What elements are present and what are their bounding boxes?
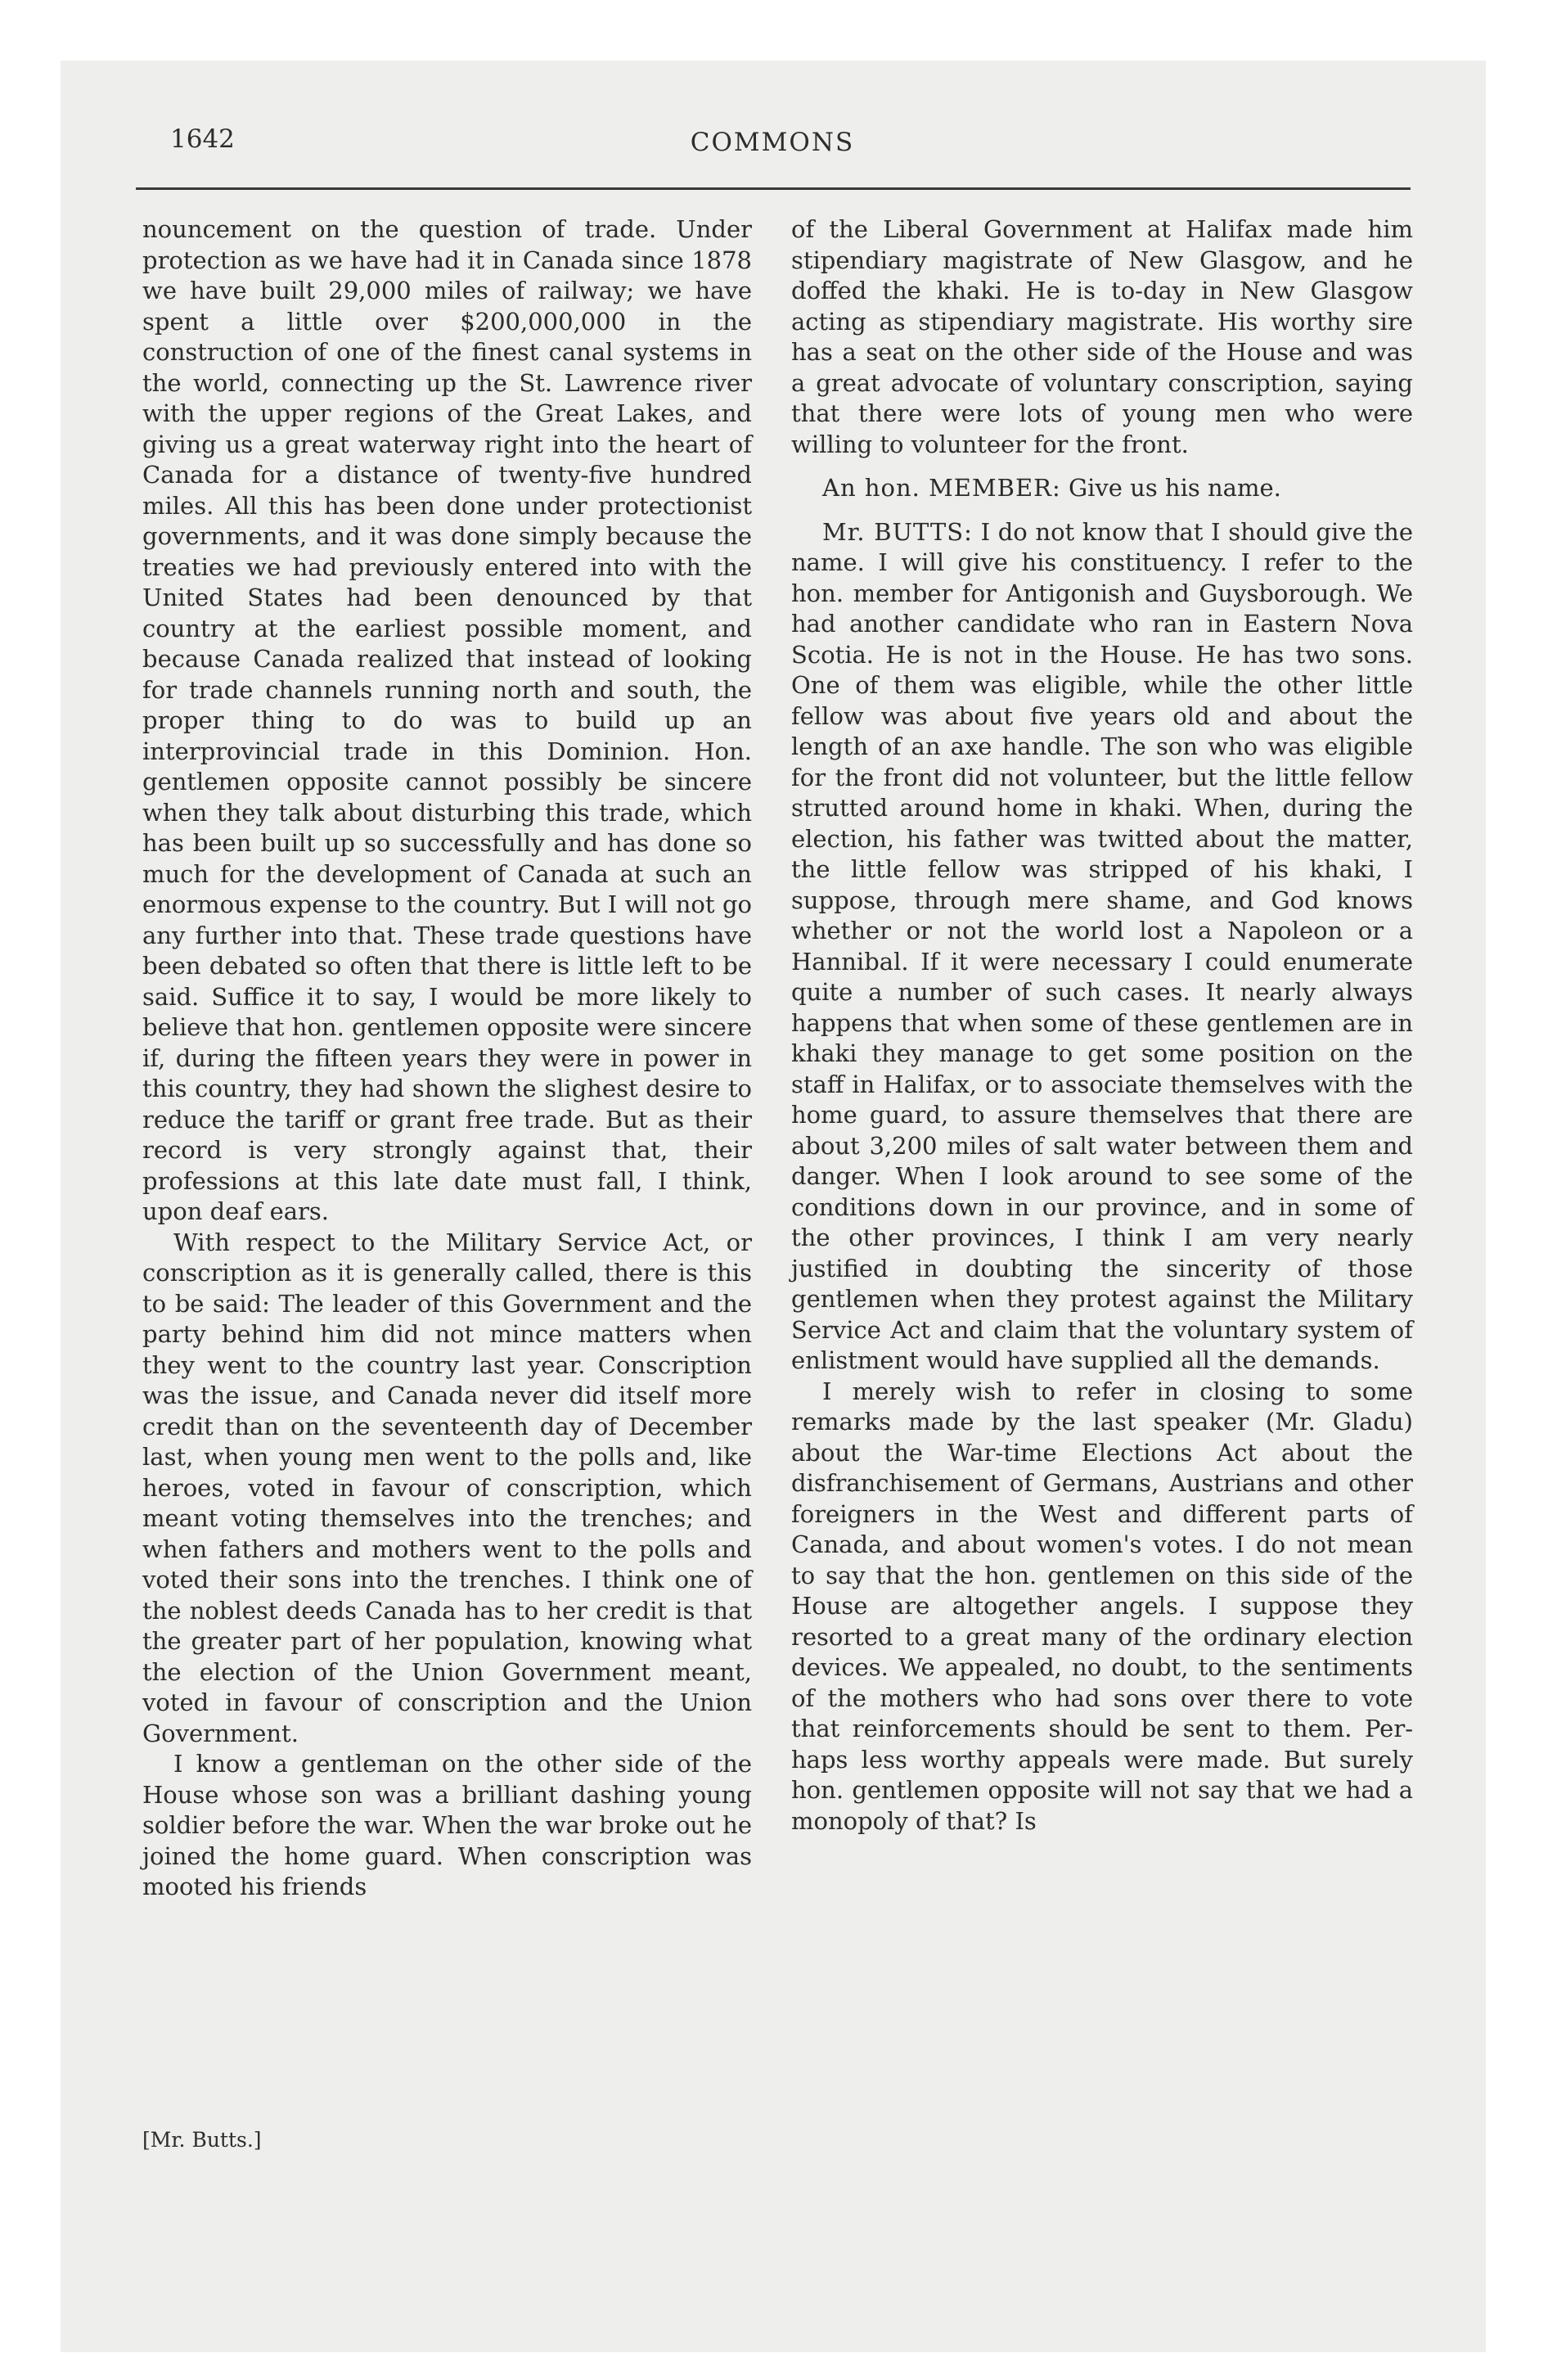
right-paragraph-1: of the Liberal Government at Halifax made him stipendiary magistrate of New Glasgow, and he doffed the khaki. He is to-day in New Glasgow acting as stipendiary magistrate. His worthy sire has a seat on the other side of the House and was a great advocate of voluntary conscription, saying that there were lots of young men who were willing to volunteer for the front.	[791, 215, 1413, 458]
left-paragraph-2: With respect to the Military Service Act, or conscription as it is generally called, there is this to be said: The leader of this Government and the party behind him did not mince matters when they went to the country last year. Conscription was the issue, and Canada never did itself more credit than on the seventeenth day of December last, when young men went to the polls and, like heroes, voted in favour of conscription, which meant voting themselves into the trenches; and when fathers and mothers went to the polls and voted their sons into the trenches. I think one of the noblest deeds Canada has to her credit is that the greater part of her population, knowing what the election of the Union Government meant, voted in favour of conscription and the Union Government.	[142, 1228, 752, 1747]
page-number: 1642	[170, 124, 235, 154]
running-head: COMMONS	[690, 128, 855, 157]
right-paragraph-last: I merely wish to refer in closing to some remarks made by the last speaker (Mr. Gladu) about the War-time Elections Act about the disfranchisement of Germans, Austrians and other foreigners in the West and different parts of Canada, and about women's votes. I do not mean to say that the hon. gentlemen on this side of the House are altogether angels. I suppose they resorted to a great many of the ordinary election devices. We appealed, no doubt, to the sentiments of the mothers who had sons over there to vote that reinforcements should be sent to them. Perhaps less worthy appeals were made. But surely hon. gentlemen opposite will not say that we had a monopoly of that? Is	[791, 1377, 1413, 1835]
member-interjection	[791, 473, 1413, 504]
butts-speech	[791, 517, 1413, 1377]
member-speaker: An hon. MEMBER:	[822, 474, 1061, 502]
left-paragraph-3: I know a gentleman on the other side of the House whose son was a brilliant dashing young soldier before the war. When the war broke out he joined the home guard. When conscription was mooted his friends	[142, 1750, 752, 1900]
left-column	[142, 214, 752, 1903]
speaker-footer: [Mr. Butts.]	[142, 2128, 262, 2152]
right-column	[791, 214, 1413, 1837]
member-text: Give us his name.	[1068, 474, 1281, 502]
butts-text: I do not know that I should give the name. I will give his constituency. I refer to the hon. member for Antigonish and Guysborough. We had another candidate who ran in Eastern Nova Scotia. He is not in the House. He has two sons. One of them was eligible, while the other little fellow was about five years old and about the length of an axe handle. The son who was eligible for the front did not volunteer, but the little fellow strutted around home in khaki. When, during the election, his father was twitted about the matter, the little fellow was stripped of his khaki, I suppose, through mere shame, and God knows whether or not the world lost a Napoleon or a Hannibal. If it were necessary I could enumerate quite a number of such cases. It nearly always happens that when some of these gentlemen are in khaki they manage to get some position on the staff in Halifax, or to associate themselves with the home guard, to assure themselves that there are about 3,200 miles of salt water between them and danger. When I look around to see some of the conditions down in our province, and in some of the other provinces, I think I am very nearly justified in doubting the sincerity of those gentlemen when they protest against the Military Service Act and claim that the voluntary system of enlistment would have supplied all the demands.	[791, 517, 1413, 1374]
butts-speaker: Mr. BUTTS:	[822, 517, 973, 546]
left-paragraph-1: nouncement on the question of trade. Under protection as we have had it in Canada since 1878 we have built 29,000 miles of railway; we have spent a little over $200,000,000 in the construction of one of the finest canal systems in the world, connecting up the St. Lawrence river with the upper regions of the Great Lakes, and giving us a great waterway right into the heart of Canada for a distance of twenty-five hundred miles. All this has been done under protectionist governments, and it was done simply because the treaties we had previously entered into with the United States had been denounced by that country at the earliest possible moment, and because Canada realized that instead of looking for trade channels running north and south, the proper thing to do was to build up an interprovincial trade in this Dominion. Hon. gentlemen opposite cannot possibly be sincere when they talk about disturbing this trade, which has been built up so successfully and has done so much for the development of Canada at such an enormous expense to the country. But I will not go any further into that. These trade questions have been debated so often that there is little left to be said. Suffice it to say, I would be more likely to believe that hon. gentlemen opposite were sincere if, during the fifteen years they were in power in this country, they had shown the slighest desire to reduce the tariff or grant free trade. But as their record is very strongly against that, their professions at this late date must fall, I think, upon deaf ears.	[142, 215, 752, 1225]
header-rule	[136, 187, 1411, 190]
page-header	[134, 121, 1411, 170]
